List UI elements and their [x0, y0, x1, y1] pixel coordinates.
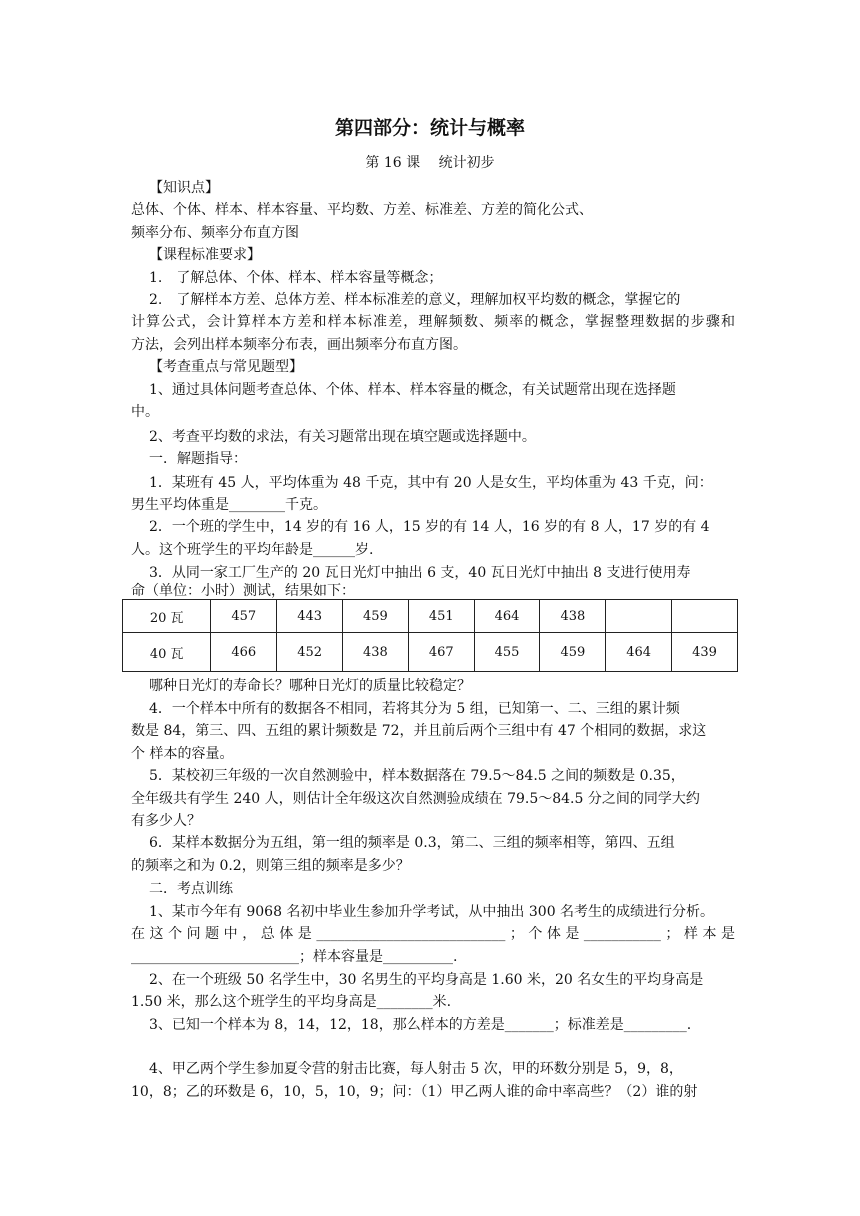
table-cell: 457: [211, 600, 277, 633]
focus-item: 1、通过具体问题考查总体、个体、样本、样本容量的概念，有关试题常出现在选择题: [149, 382, 676, 398]
lamp-life-table: [122, 599, 738, 672]
question-5: 全年级共有学生 240 人，则估计全年级这次自然测验成绩在 79.5～84.5 分之间的同学大约: [131, 791, 700, 807]
question-4: 4．一个样本中所有的数据各不相同，若将其分为 5 组，已知第一、二、三组的累计频: [149, 701, 680, 717]
question-1: 男生平均体重是________千克。: [131, 497, 327, 513]
standard-item: 2. 了解样本方差、总体方差、样本标准差的意义，理解加权平均数的概念，掌握它的: [149, 292, 681, 308]
table-cell: 459: [343, 600, 409, 633]
table-cell: 455: [474, 633, 540, 672]
question-4: 数是 84，第三、四、五组的累计频数是 72，并且前后两个三组中有 47 个相同的数据，求这: [131, 723, 707, 739]
question-5: 有多少人？: [131, 813, 201, 829]
question-5: 5．某校初三年级的一次自然测验中，样本数据落在 79.5～84.5 之间的频数是 0.35，: [149, 768, 685, 784]
table-cell: 466: [211, 633, 277, 672]
training-1: 在 这 个 问 题 中 ， 总 体 是 ___________________________ ； 个 体 是 ___________ ； 样 本 是: [131, 926, 735, 942]
question-4: 个 样本的容量。: [131, 746, 234, 762]
heading-knowledge: 【知识点】: [149, 180, 219, 196]
table-cell: 439: [672, 633, 738, 672]
row-label: 20 瓦: [123, 600, 211, 633]
table-cell: 451: [408, 600, 474, 633]
heading-focus: 【考查重点与常见题型】: [149, 359, 303, 375]
training-4: 4、甲乙两个学生参加夏令营的射击比赛，每人射击 5 次，甲的环数分别是 5，9，8，: [149, 1061, 683, 1077]
table-cell: 459: [540, 633, 606, 672]
row-label: 40 瓦: [123, 633, 211, 672]
question-1: 1．某班有 45 人，平均体重为 48 千克，其中有 20 人是女生，平均体重为 43 千克，问：: [149, 475, 713, 491]
question-3: 3．从同一家工厂生产的 20 瓦日光灯中抽出 6 支，40 瓦日光灯中抽出 8 支进行使用寿: [149, 565, 691, 581]
table-cell: 464: [474, 600, 540, 633]
heading-standard: 【课程标准要求】: [149, 247, 261, 263]
standard-item: 方法，会列出样本频率分布表，画出频率分布直方图。: [131, 337, 467, 353]
section-heading: 一．解题指导：: [149, 451, 247, 467]
section-heading: 二．考点训练: [149, 881, 233, 897]
question-6: 6．某样本数据分为五组，第一组的频率是 0.3，第二、三组的频率相等，第四、五组: [149, 835, 675, 851]
question-6: 的频率之和为 0.2，则第三组的频率是多少？: [131, 858, 410, 874]
table-cell: 464: [606, 633, 672, 672]
training-1: ________________________；样本容量是__________.: [131, 949, 458, 965]
focus-item: 2、考查平均数的求法，有关习题常出现在填空题或选择题中。: [149, 429, 536, 445]
training-2: 1.50 米，那么这个班学生的平均身高是________米.: [131, 994, 452, 1010]
focus-item: 中。: [131, 404, 159, 420]
lesson-subtitle: 第 16 课 统计初步: [365, 155, 495, 171]
table-cell: 452: [277, 633, 343, 672]
standard-item: 1. 了解总体、个体、样本、样本容量等概念；: [149, 270, 443, 286]
table-cell: 467: [408, 633, 474, 672]
question-2: 2．一个班的学生中，14 岁的有 16 人，15 岁的有 14 人，16 岁的有 8 人，17 岁的有 4: [149, 519, 710, 535]
knowledge-text: 总体、个体、样本、样本容量、平均数、方差、标准差、方差的简化公式、: [131, 202, 593, 218]
question-3: 哪种日光灯的寿命长？哪种日光灯的质量比较稳定？: [149, 678, 471, 694]
table-cell: 443: [277, 600, 343, 633]
training-3: 3、已知一个样本为 8，14，12，18，那么样本的方差是_______；标准差是_________.: [149, 1017, 692, 1033]
document-title: 第四部分：统计与概率: [334, 117, 525, 139]
training-4: 10，8；乙的环数是 6，10，5，10，9；问：（1）甲乙两人谁的命中率高些？（2）谁的射: [131, 1084, 698, 1100]
table-row: [123, 600, 738, 633]
table-row: [123, 633, 738, 672]
table-cell: [672, 600, 738, 633]
table-cell: 438: [343, 633, 409, 672]
table-cell: [606, 600, 672, 633]
table-cell: 438: [540, 600, 606, 633]
training-1: 1、某市今年有 9068 名初中毕业生参加升学考试，从中抽出 300 名考生的成绩进行分析。: [149, 904, 715, 920]
training-2: 2、在一个班级 50 名学生中，30 名男生的平均身高是 1.60 米，20 名女生的平均身高是: [149, 972, 704, 988]
question-2: 人。这个班学生的平均年龄是______岁.: [131, 542, 374, 558]
standard-item: 计算公式，会计算样本方差和样本标准差，理解频数、频率的概念，掌握整理数据的步骤和: [131, 314, 735, 330]
question-3: 命（单位：小时）测试，结果如下：: [131, 583, 355, 599]
knowledge-text: 频率分布、频率分布直方图: [131, 225, 299, 241]
